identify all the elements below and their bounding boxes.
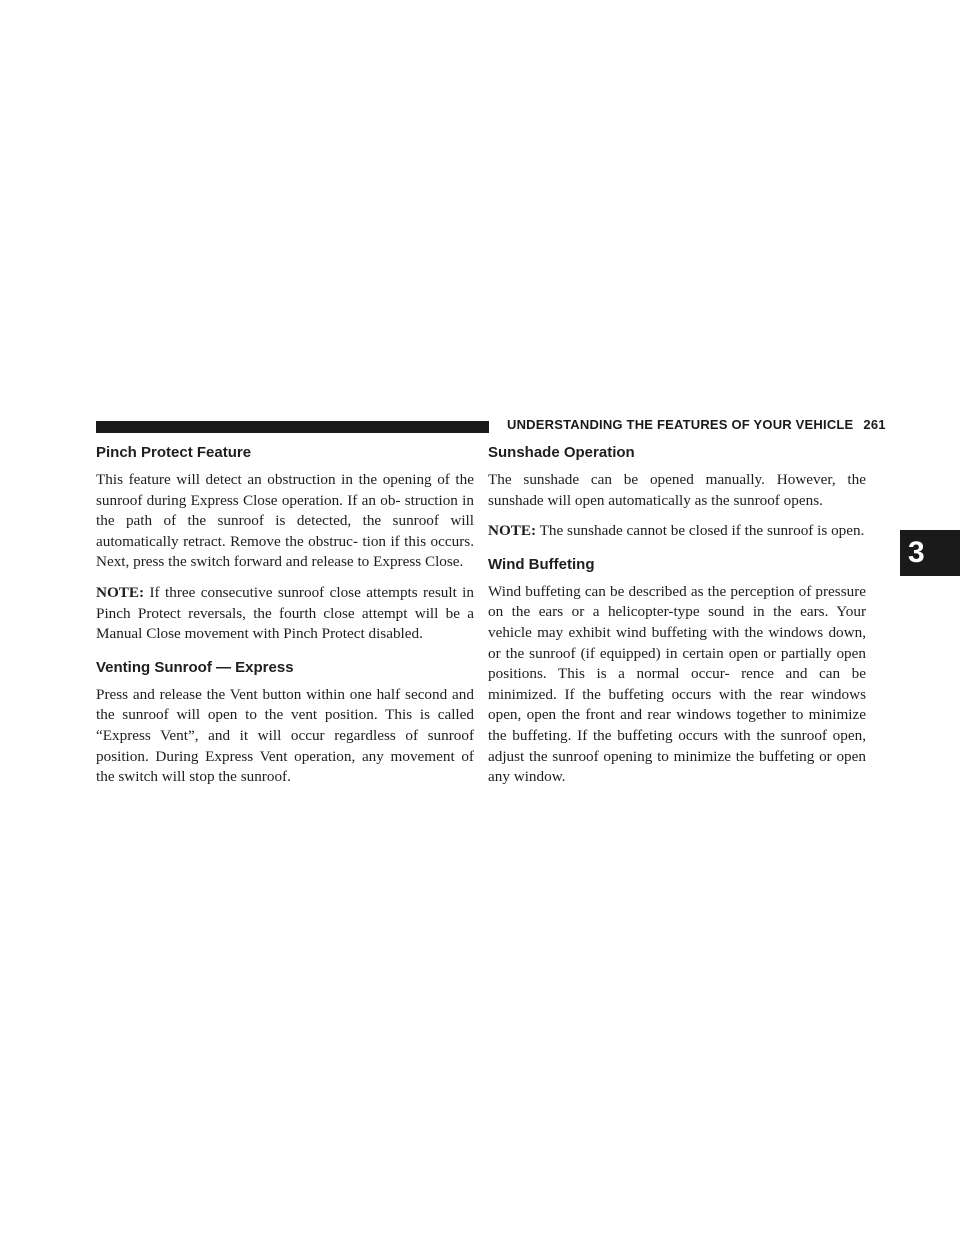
note-label: NOTE:	[488, 522, 537, 540]
right-column	[488, 444, 866, 798]
sunshade-note	[488, 521, 866, 542]
venting-sunroof-heading: Venting Sunroof — Express	[96, 658, 294, 676]
note-text: If three consecutive sunroof close attempts result in Pinch Protect reversals, the fourth close attempt will be a Manual Close movement with Pinch Protect disabled.	[96, 583, 474, 643]
wind-buffeting-heading: Wind Buffeting	[488, 555, 595, 573]
note-label: NOTE:	[96, 583, 145, 601]
running-header	[507, 417, 886, 432]
note-text: The sunshade cannot be closed if the sunroof is open.	[536, 522, 865, 540]
venting-sunroof-paragraph: Press and release the Vent button within one half second and the sunroof will open to the vent position. This is called “Express Vent”, and it will occur regardless of sunroof position. During Express Vent operation, any movement of the switch will stop the sunroof.	[96, 685, 474, 786]
pinch-protect-note	[96, 583, 474, 645]
left-column	[96, 444, 474, 798]
header-rule	[96, 421, 489, 433]
page-number: 261	[863, 417, 886, 432]
pinch-protect-heading: Pinch Protect Feature	[96, 444, 252, 461]
sunshade-paragraph: The sunshade can be opened manually. However, the sunshade will open automatically as the sunroof opens.	[488, 471, 866, 509]
pinch-protect-paragraph: This feature will detect an obstruction in the opening of the sunroof during Express Close operation. If an ob- struction in the path of the sunroof is detected, the sunroof will automatically retract. Remove the obstruc- tion if this occurs. Next, press the switch forward and release to Express Close.	[96, 471, 474, 571]
sunshade-heading: Sunshade Operation	[488, 444, 635, 461]
wind-buffeting-paragraph: Wind buffeting can be described as the perception of pressure on the ears or a helicopter-type sound in the ears. Your vehicle may exhibit wind buffeting with the windows down, or the sunroof (if equipped) in certain open or partially open positions. This is a normal occur- rence and can be minimized. If the buffeting occurs with the rear windows open, open the front and rear windows together to minimize the buffeting. If the buffeting occurs with the sunroof open, adjust the sunroof opening to minimize the buffeting or open any window.	[488, 582, 866, 786]
section-title: UNDERSTANDING THE FEATURES OF YOUR VEHICLE	[507, 417, 854, 432]
chapter-tab: 3	[900, 530, 960, 576]
